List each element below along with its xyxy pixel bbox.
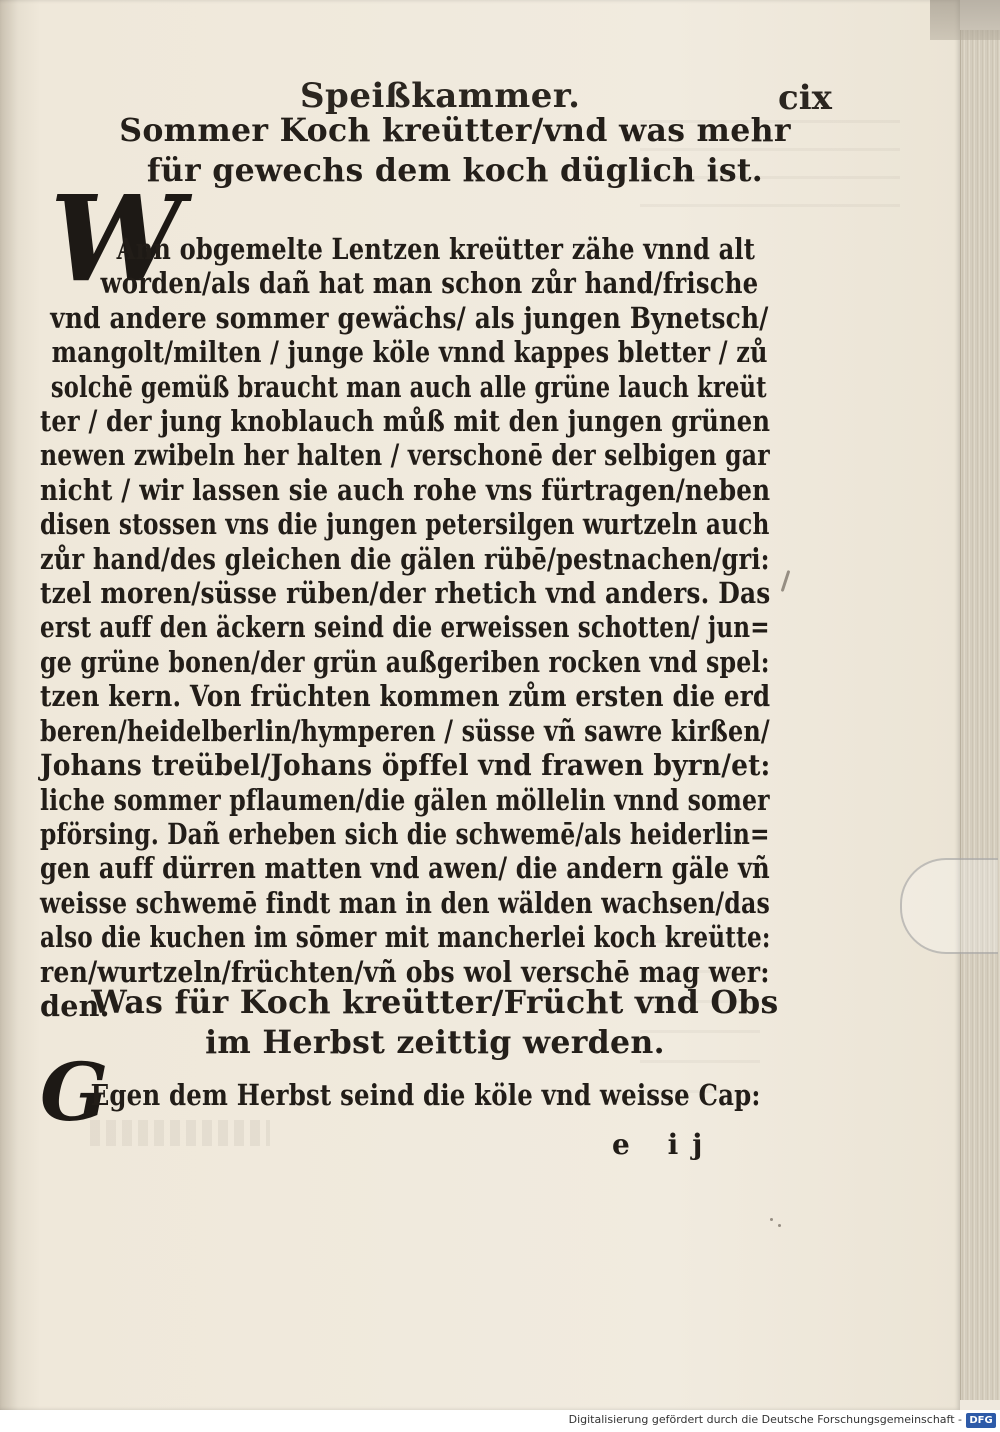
text-line: gen auff dürren matten vnd awen/ die andern gäle vñ [40,851,770,886]
text-line: pförsing. Dañ erheben sich die schwemē/als heiderlin= [40,816,770,851]
page-edge-shadow [930,0,1000,40]
text-line: mangolt/milten / junge köle vnnd kappes bletter / zů [51,335,768,370]
page-clip [900,858,998,954]
signature-mark: e ij [612,1128,717,1161]
section-heading [90,110,820,190]
paragraph [40,1078,780,1112]
decorated-initial: W [50,169,183,308]
ink-speck [778,1224,781,1227]
text-line: tzen kern. Von früchten kommen zům ersten die erd [40,679,771,714]
text-line: solchē gemüß braucht man auch alle grüne lauch kreüt [50,369,767,404]
text-line: liche sommer pflaumen/die gälen möllelin vnnd somer [40,782,770,817]
text-line: ge grüne bonen/der grün außgeriben rocken vnd spel: [40,644,770,679]
heading-line: Sommer Koch kreütter/vnd was mehr [119,111,791,149]
text-line: ter / der jung knoblauch můß mit den jungen grünen [40,404,771,439]
text-line: Johans treübel/Johans öpffel vnd frawen byrn/et: [40,748,771,783]
decorated-initial: G [40,1045,109,1139]
footer-bar [0,1410,1000,1432]
paragraph [40,232,780,1023]
text-line: newen zwibeln her halten / verschonē der selbigen gar [40,438,770,473]
text-line: disen stossen vns die jungen petersilgen wurtzeln auch [40,507,770,542]
heading-line: Was für Koch kreütter/Frücht vnd Obs [91,983,779,1021]
ink-speck [770,1218,773,1221]
text-line: ren/wurtzeln/früchten/vñ obs wol verschē mag wer: [40,954,770,989]
text-line: zůr hand/des gleichen die gälen rübē/pestnachen/gri: [40,541,770,576]
text-line: erst auff den äckern seind die erweissen schotten/ jun= [40,610,770,645]
funding-credit: Digitalisierung gefördert durch die Deutsche Forschungsgemeinschaft - [568,1413,962,1426]
text-line: den. [40,988,110,1023]
dfg-logo: DFG [966,1413,996,1428]
text-line: tzel moren/süsse rüben/der rhetich vnd anders. Das [40,576,771,611]
heading-line: im Herbst zeittig werden. [205,1023,665,1061]
heading-line: für gewechs dem koch düglich ist. [146,151,764,189]
running-head: Speißkammer. [300,76,581,116]
text-line: beren/heidelberlin/hymperen / süsse vñ sawre kirßen/ [40,713,770,748]
text-line: Egen dem Herbst seind die köle vnd weisse Cap: [90,1078,761,1112]
text-line: also die kuchen im sōmer mit mancherlei koch kreütte: [40,920,771,955]
section-heading [70,982,800,1062]
text-line: worden/als dañ hat man schon zůr hand/frische [100,266,759,301]
text-line: Ann obgemelte Lentzen kreütter zähe vnnd alt [116,232,756,266]
text-line: weisse schwemē findt man in den wälden wachsen/das [40,885,770,920]
text-line: nicht / wir lassen sie auch rohe vns fürtragen/neben [40,472,771,507]
text-line: vnd andere sommer gewächs/ als jungen Bynetsch/ [50,300,769,335]
page-block-edge [960,30,1000,1400]
folio-number: cix [778,78,832,118]
